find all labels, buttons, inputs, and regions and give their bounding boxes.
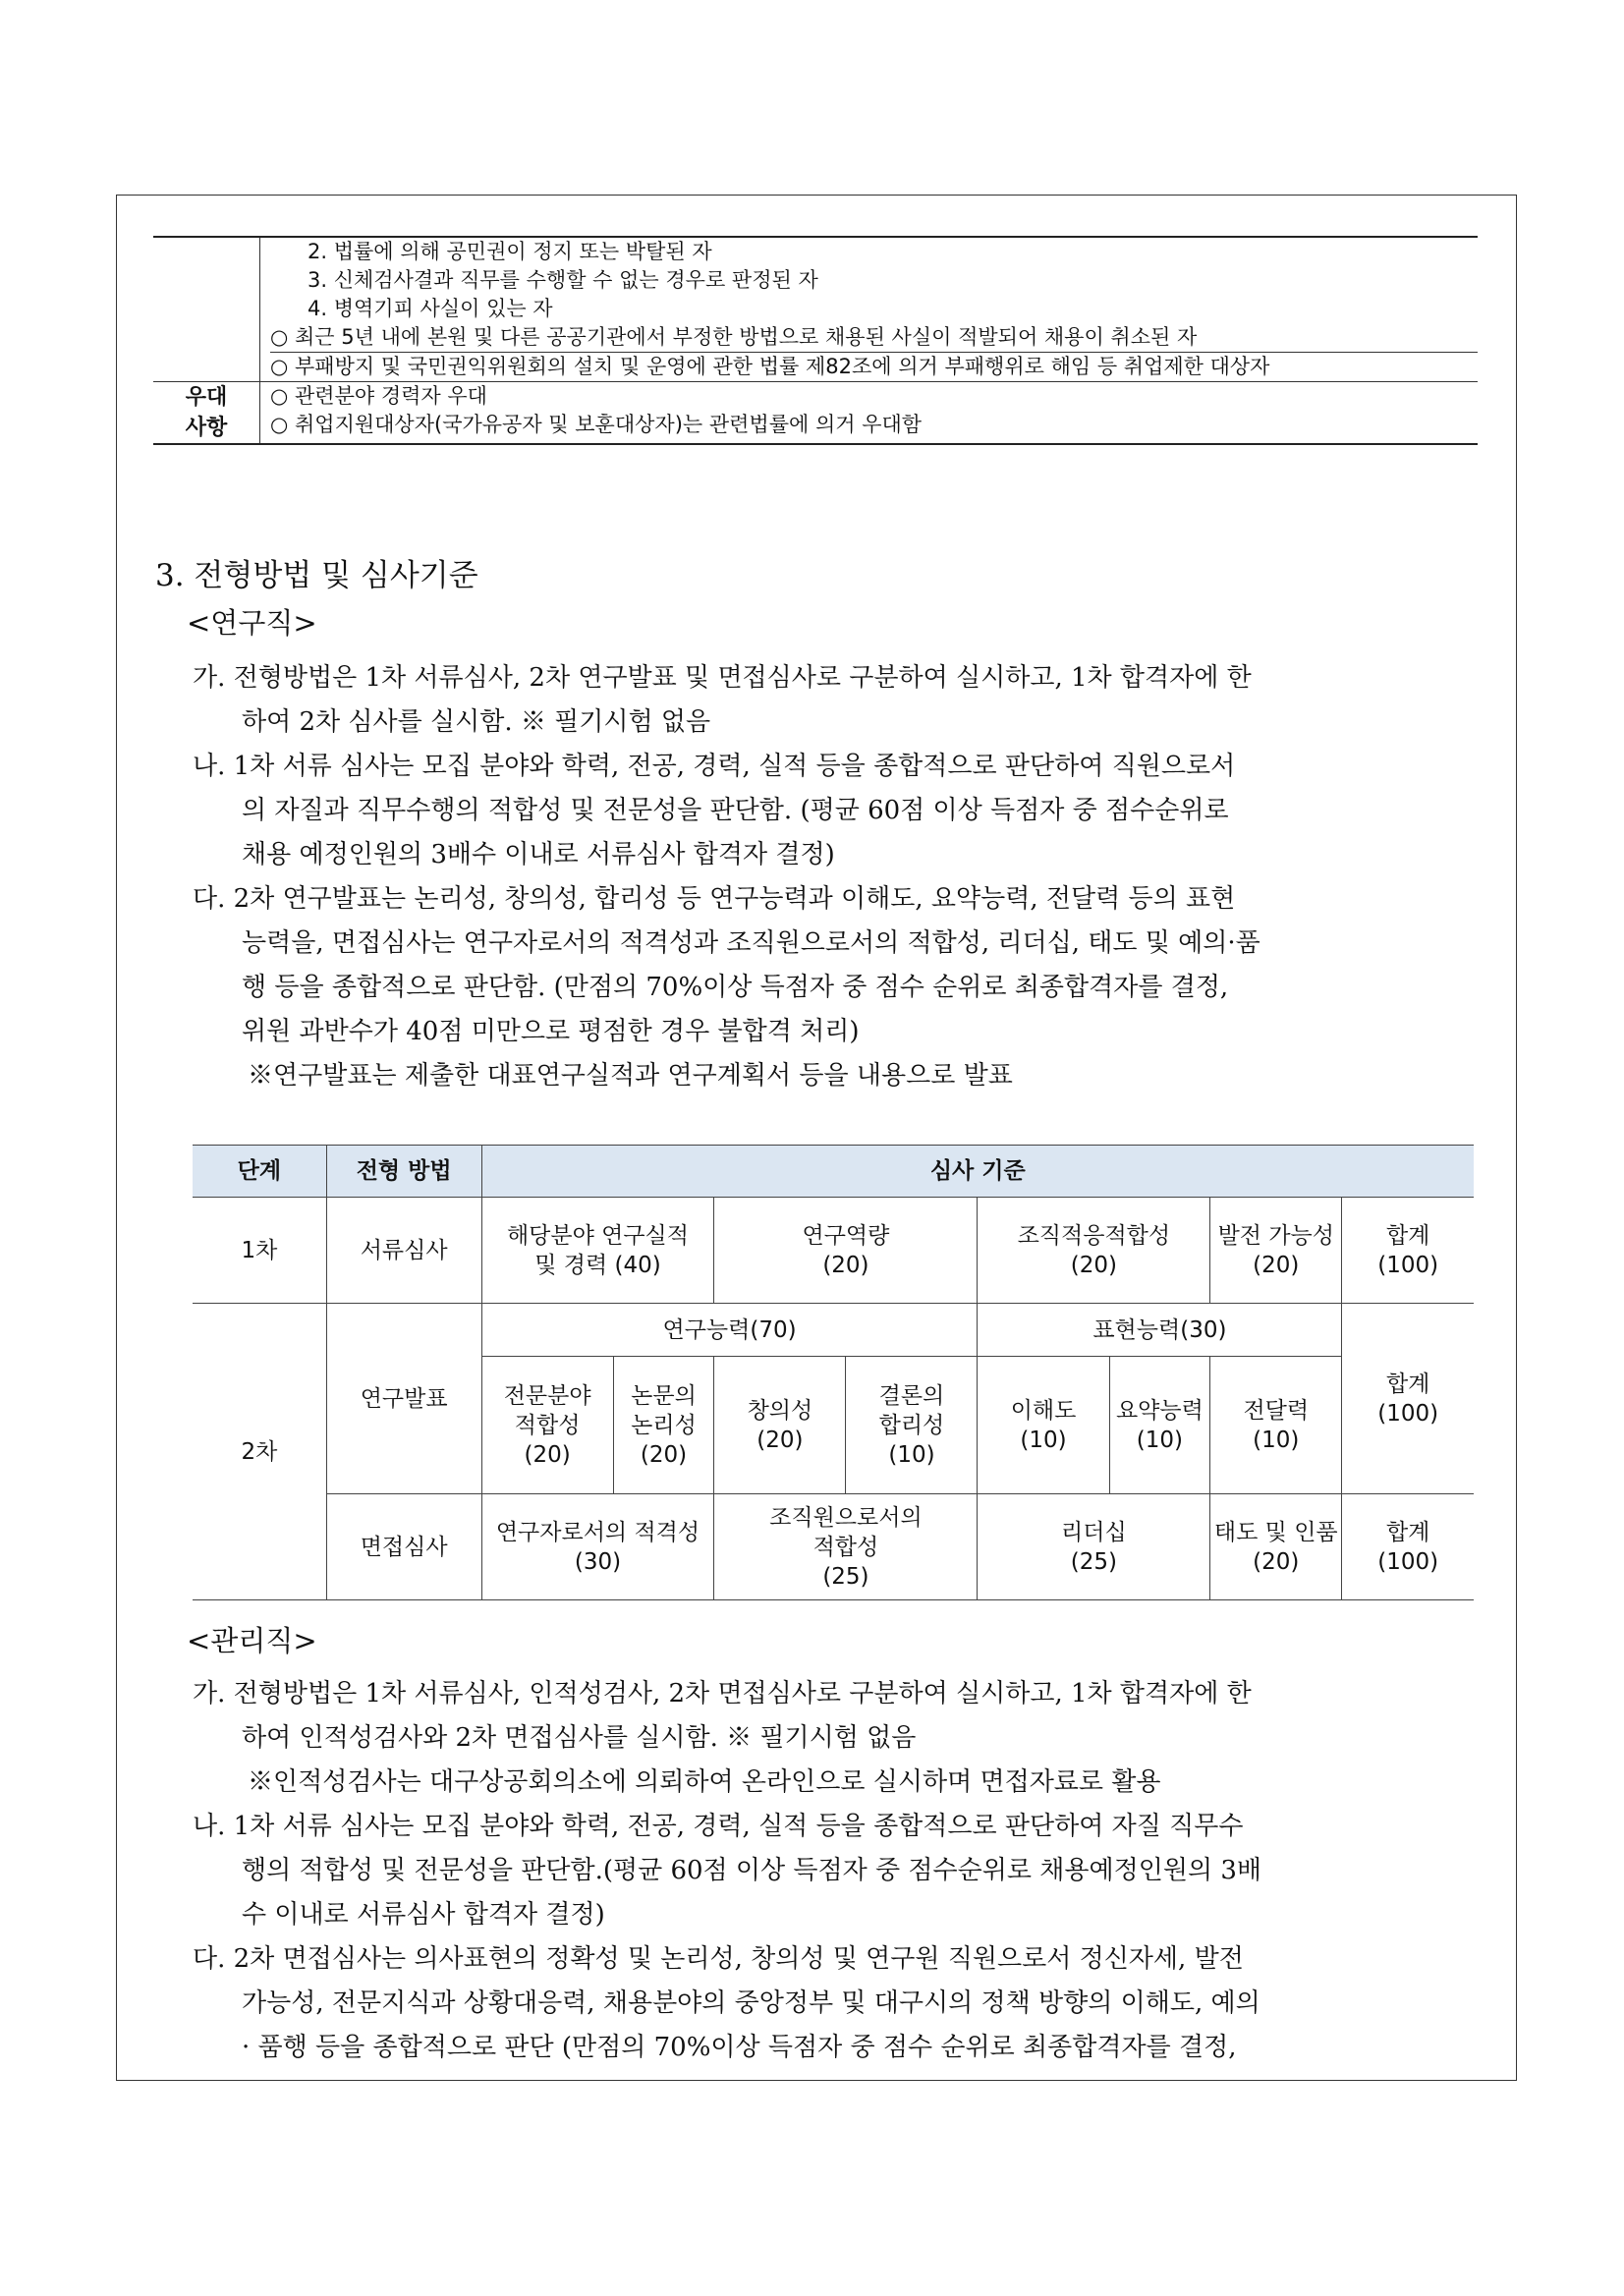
para-line: 행의 적합성 및 전문성을 판단함.(평균 60점 이상 득점자 중 점수순위로 채용예정인원의 3배 bbox=[242, 1856, 1262, 1885]
total: 합계 (100) bbox=[1342, 1198, 1474, 1304]
criterion: 발전 가능성 (20) bbox=[1210, 1198, 1342, 1304]
criterion: 태도 및 인품 (20) bbox=[1210, 1494, 1342, 1600]
criterion: 창의성 (20) bbox=[714, 1357, 846, 1494]
para-note: ※인적성검사는 대구상공회의소에 의뢰하여 온라인으로 실시하며 면접자료로 활용 bbox=[248, 1767, 1161, 1797]
method-interview: 면접심사 bbox=[326, 1494, 481, 1600]
criterion: 결론의 합리성 (10) bbox=[846, 1357, 978, 1494]
row-body bbox=[260, 237, 1479, 382]
list-item: ○ 최근 5년 내에 본원 및 다른 공공기관에서 부정한 방법으로 채용된 사실이 적발되어 채용이 취소된 자 bbox=[270, 323, 1478, 353]
eligibility-table bbox=[153, 236, 1478, 445]
criterion: 해당분야 연구실적 및 경력 (40) bbox=[481, 1198, 714, 1304]
table-row bbox=[193, 1304, 1474, 1357]
para-line: 위원 과반수가 40점 미만으로 평점한 경우 불합격 처리) bbox=[242, 1017, 860, 1046]
criterion: 리더십 (25) bbox=[978, 1494, 1210, 1600]
para-line: 다. 2차 면접심사는 의사표현의 정확성 및 논리성, 창의성 및 연구원 직원으로서 정신자세, 발전 bbox=[193, 1944, 1244, 1974]
criterion: 연구자로서의 적격성 (30) bbox=[481, 1494, 714, 1600]
row-body bbox=[260, 382, 1479, 445]
list-item: 2. 법률에 의해 공민권이 정지 또는 박탈된 자 bbox=[308, 240, 712, 263]
row-header bbox=[153, 237, 260, 382]
header-criteria: 심사 기준 bbox=[481, 1146, 1474, 1198]
row-header-preference bbox=[153, 382, 260, 445]
method-presentation: 연구발표 bbox=[326, 1304, 481, 1494]
criterion: 조직적응적합성 (20) bbox=[978, 1198, 1210, 1304]
score-table bbox=[193, 1145, 1474, 1600]
table-header-row bbox=[193, 1146, 1474, 1198]
para-line: 수 이내로 서류심사 합격자 결정) bbox=[242, 1900, 605, 1930]
admin-subtitle: <관리직> bbox=[187, 1624, 317, 1657]
stage-2: 2차 bbox=[193, 1304, 326, 1600]
criterion: 요약능력 (10) bbox=[1109, 1357, 1210, 1494]
criterion: 전문분야 적합성 (20) bbox=[481, 1357, 613, 1494]
table-row bbox=[193, 1198, 1474, 1304]
header-stage: 단계 bbox=[193, 1146, 326, 1198]
para-line: 행 등을 종합적으로 판단함. (만점의 70%이상 득점자 중 점수 순위로 최종합격자를 결정, bbox=[242, 973, 1229, 1002]
para-note: ※연구발표는 제출한 대표연구실적과 연구계획서 등을 내용으로 발표 bbox=[248, 1061, 1013, 1091]
total: 합계 (100) bbox=[1342, 1494, 1474, 1600]
preference-row bbox=[153, 382, 1478, 445]
para-line: 채용 예정인원의 3배수 이내로 서류심사 합격자 결정) bbox=[242, 840, 835, 869]
research-subtitle: <연구직> bbox=[187, 606, 317, 640]
para-line: 나. 1차 서류 심사는 모집 분야와 학력, 전공, 경력, 실적 등을 종합적으로 판단하여 자질 직무수 bbox=[193, 1812, 1244, 1841]
group-expression-ability: 표현능력(30) bbox=[978, 1304, 1342, 1357]
para-line: 나. 1차 서류 심사는 모집 분야와 학력, 전공, 경력, 실적 등을 종합적으로 판단하여 직원으로서 bbox=[193, 752, 1236, 781]
para-line: 하여 인적성검사와 2차 면접심사를 실시함. ※ 필기시험 없음 bbox=[242, 1723, 917, 1753]
para-line: 의 자질과 직무수행의 적합성 및 전문성을 판단함. (평균 60점 이상 득점자 중 점수순위로 bbox=[242, 796, 1229, 825]
criterion: 이해도 (10) bbox=[978, 1357, 1109, 1494]
list-item: 4. 병역기피 사실이 있는 자 bbox=[308, 297, 553, 320]
para-line: 다. 2차 연구발표는 논리성, 창의성, 합리성 등 연구능력과 이해도, 요약능력, 전달력 등의 표현 bbox=[193, 884, 1236, 914]
method-doc-review: 서류심사 bbox=[326, 1198, 481, 1304]
header-method: 전형 방법 bbox=[326, 1146, 481, 1198]
list-item: ○ 관련분야 경력자 우대 bbox=[270, 384, 487, 408]
para-line: 하여 2차 심사를 실시함. ※ 필기시험 없음 bbox=[242, 707, 711, 737]
criterion: 연구역량 (20) bbox=[714, 1198, 978, 1304]
total: 합계 (100) bbox=[1342, 1304, 1474, 1494]
disqualification-row bbox=[153, 237, 1478, 382]
para-line: · 품행 등을 종합적으로 판단 (만점의 70%이상 득점자 중 점수 순위로 최종합격자를 결정, bbox=[242, 2033, 1237, 2062]
criterion: 전달력 (10) bbox=[1210, 1357, 1342, 1494]
group-research-ability: 연구능력(70) bbox=[481, 1304, 978, 1357]
research-paragraphs bbox=[193, 656, 1485, 1098]
para-line: 능력을, 면접심사는 연구자로서의 적격성과 조직원으로서의 적합성, 리더십, 태도 및 예의·품 bbox=[242, 928, 1260, 958]
list-item: ○ 취업지원대상자(국가유공자 및 보훈대상자)는 관련법률에 의거 우대함 bbox=[270, 413, 923, 436]
stage-1: 1차 bbox=[193, 1198, 326, 1304]
table-row bbox=[193, 1494, 1474, 1600]
criterion: 논문의 논리성 (20) bbox=[613, 1357, 714, 1494]
list-item: ○ 부패방지 및 국민권익위원회의 설치 및 운영에 관한 법률 제82조에 의거 부패행위로 해임 등 취업제한 대상자 bbox=[270, 355, 1270, 378]
para-line: 가. 전형방법은 1차 서류심사, 2차 연구발표 및 면접심사로 구분하여 실시하고, 1차 합격자에 한 bbox=[193, 663, 1252, 693]
row-header-text: 우대 사항 bbox=[185, 385, 228, 440]
para-line: 가. 전형방법은 1차 서류심사, 인적성검사, 2차 면접심사로 구분하여 실시하고, 1차 합격자에 한 bbox=[193, 1679, 1252, 1708]
section-heading: 3. 전형방법 및 심사기준 bbox=[155, 558, 478, 593]
list-item: 3. 신체검사결과 직무를 수행할 수 없는 경우로 판정된 자 bbox=[308, 268, 818, 292]
para-line: 가능성, 전문지식과 상황대응력, 채용분야의 중앙정부 및 대구시의 정책 방향의 이해도, 예의 bbox=[242, 1988, 1260, 2018]
admin-paragraphs bbox=[193, 1672, 1485, 2070]
criterion: 조직원으로서의 적합성 (25) bbox=[714, 1494, 978, 1600]
